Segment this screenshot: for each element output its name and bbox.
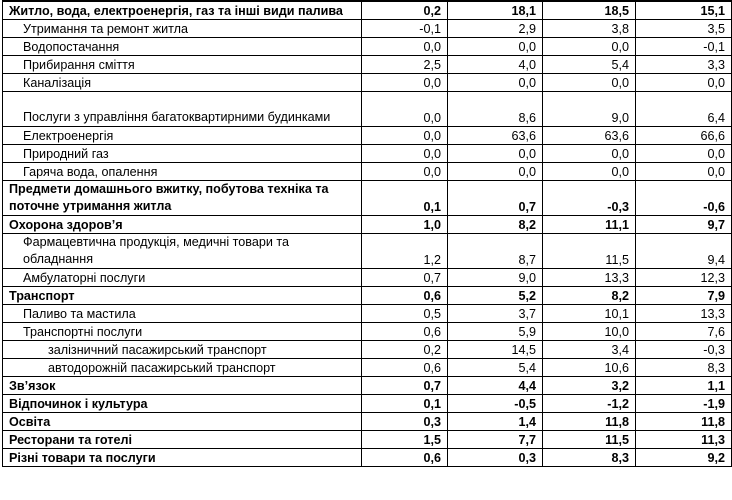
row-label: Електроенергія: [3, 127, 362, 145]
value-cell-4: 0,0: [636, 163, 732, 181]
value-cell-4: 8,3: [636, 359, 732, 377]
value-cell-3: 0,0: [543, 145, 636, 163]
value-cell-1: 0,7: [362, 269, 448, 287]
value-cell-2: -0,5: [448, 395, 543, 413]
value-cell-3: 8,2: [543, 287, 636, 305]
value-cell-3: -0,3: [543, 181, 636, 216]
value-cell-1: 0,6: [362, 323, 448, 341]
table-row: [3, 163, 732, 181]
value-cell-4: -0,6: [636, 181, 732, 216]
row-label: Послуги з управління багатоквартирними будинками: [3, 92, 362, 127]
value-cell-3: 10,1: [543, 305, 636, 323]
value-cell-3: 10,6: [543, 359, 636, 377]
value-cell-2: 8,7: [448, 234, 543, 269]
value-cell-3: 10,0: [543, 323, 636, 341]
value-cell-3: 11,5: [543, 234, 636, 269]
value-cell-4: 9,2: [636, 449, 732, 467]
value-cell-4: 0,0: [636, 74, 732, 92]
value-cell-2: 5,4: [448, 359, 543, 377]
value-cell-3: 63,6: [543, 127, 636, 145]
table-row: [3, 74, 732, 92]
value-cell-4: 7,6: [636, 323, 732, 341]
row-label: залізничний пасажирський транспорт: [3, 341, 362, 359]
value-cell-4: 15,1: [636, 1, 732, 20]
value-cell-1: 1,2: [362, 234, 448, 269]
value-cell-4: -0,1: [636, 38, 732, 56]
row-label: Предмети домашнього вжитку, побутова техніка та поточне утримання житла: [3, 181, 362, 216]
value-cell-2: 0,7: [448, 181, 543, 216]
value-cell-1: 0,1: [362, 181, 448, 216]
table-row: [3, 341, 732, 359]
row-label: Відпочинок і культура: [3, 395, 362, 413]
value-cell-2: 0,0: [448, 38, 543, 56]
value-cell-4: 9,4: [636, 234, 732, 269]
value-cell-2: 0,0: [448, 74, 543, 92]
value-cell-1: 0,2: [362, 341, 448, 359]
value-cell-1: 0,0: [362, 74, 448, 92]
table-row: [3, 305, 732, 323]
value-cell-4: 11,8: [636, 413, 732, 431]
table-row: [3, 127, 732, 145]
table-row: [3, 20, 732, 38]
row-label: Житло, вода, електроенергія, газ та інші види палива: [3, 1, 362, 20]
value-cell-1: 0,0: [362, 163, 448, 181]
value-cell-1: 1,0: [362, 216, 448, 234]
value-cell-2: 0,0: [448, 163, 543, 181]
row-label: Охорона здоров’я: [3, 216, 362, 234]
value-cell-4: 3,5: [636, 20, 732, 38]
value-cell-2: 3,7: [448, 305, 543, 323]
value-cell-3: 5,4: [543, 56, 636, 74]
value-cell-3: 8,3: [543, 449, 636, 467]
table-row: [3, 431, 732, 449]
value-cell-3: -1,2: [543, 395, 636, 413]
value-cell-3: 11,8: [543, 413, 636, 431]
value-cell-1: 0,1: [362, 395, 448, 413]
value-cell-4: 13,3: [636, 305, 732, 323]
value-cell-2: 0,3: [448, 449, 543, 467]
value-cell-2: 8,2: [448, 216, 543, 234]
value-cell-4: 3,3: [636, 56, 732, 74]
value-cell-4: -1,9: [636, 395, 732, 413]
value-cell-3: 18,5: [543, 1, 636, 20]
value-cell-3: 0,0: [543, 74, 636, 92]
table-row: [3, 145, 732, 163]
value-cell-3: 3,4: [543, 341, 636, 359]
value-cell-3: 0,0: [543, 163, 636, 181]
value-cell-3: 11,1: [543, 216, 636, 234]
row-label: Освіта: [3, 413, 362, 431]
value-cell-3: 3,2: [543, 377, 636, 395]
row-label: Природний газ: [3, 145, 362, 163]
row-label: Паливо та мастила: [3, 305, 362, 323]
value-cell-2: 0,0: [448, 145, 543, 163]
value-cell-2: 7,7: [448, 431, 543, 449]
row-label: Утримання та ремонт житла: [3, 20, 362, 38]
value-cell-2: 18,1: [448, 1, 543, 20]
value-cell-3: 9,0: [543, 92, 636, 127]
value-cell-4: 7,9: [636, 287, 732, 305]
value-cell-4: 12,3: [636, 269, 732, 287]
table-row: [3, 56, 732, 74]
value-cell-4: 11,3: [636, 431, 732, 449]
value-cell-1: 1,5: [362, 431, 448, 449]
table-row: [3, 216, 732, 234]
value-cell-2: 4,4: [448, 377, 543, 395]
value-cell-4: 1,1: [636, 377, 732, 395]
row-label: Ресторани та готелі: [3, 431, 362, 449]
value-cell-1: 0,3: [362, 413, 448, 431]
value-cell-1: 0,0: [362, 92, 448, 127]
value-cell-1: 0,0: [362, 127, 448, 145]
value-cell-4: 9,7: [636, 216, 732, 234]
value-cell-3: 3,8: [543, 20, 636, 38]
value-cell-1: 2,5: [362, 56, 448, 74]
value-cell-1: -0,1: [362, 20, 448, 38]
table-row: [3, 1, 732, 20]
table-row: [3, 269, 732, 287]
value-cell-2: 8,6: [448, 92, 543, 127]
row-label: Різні товари та послуги: [3, 449, 362, 467]
table-row: [3, 234, 732, 269]
value-cell-1: 0,0: [362, 145, 448, 163]
value-cell-4: 0,0: [636, 145, 732, 163]
table-row: [3, 413, 732, 431]
value-cell-1: 0,5: [362, 305, 448, 323]
value-cell-1: 0,0: [362, 38, 448, 56]
value-cell-4: -0,3: [636, 341, 732, 359]
row-label: Каналізація: [3, 74, 362, 92]
value-cell-3: 13,3: [543, 269, 636, 287]
value-cell-2: 2,9: [448, 20, 543, 38]
value-cell-2: 1,4: [448, 413, 543, 431]
table-row: [3, 92, 732, 127]
value-cell-2: 9,0: [448, 269, 543, 287]
table-row: [3, 323, 732, 341]
row-label: Гаряча вода, опалення: [3, 163, 362, 181]
value-cell-4: 6,4: [636, 92, 732, 127]
value-cell-3: 0,0: [543, 38, 636, 56]
value-cell-2: 5,2: [448, 287, 543, 305]
table-row: [3, 449, 732, 467]
table-row: [3, 181, 732, 216]
row-label: Транспортні послуги: [3, 323, 362, 341]
value-cell-2: 63,6: [448, 127, 543, 145]
row-label: Прибирання сміття: [3, 56, 362, 74]
value-cell-1: 0,6: [362, 449, 448, 467]
value-cell-1: 0,7: [362, 377, 448, 395]
value-cell-1: 0,6: [362, 359, 448, 377]
value-cell-2: 14,5: [448, 341, 543, 359]
value-cell-2: 5,9: [448, 323, 543, 341]
table-row: [3, 359, 732, 377]
value-cell-2: 4,0: [448, 56, 543, 74]
cpi-table: [2, 0, 732, 467]
row-label: Водопостачання: [3, 38, 362, 56]
table-row: [3, 287, 732, 305]
row-label: Амбулаторні послуги: [3, 269, 362, 287]
table-row: [3, 38, 732, 56]
table-row: [3, 395, 732, 413]
value-cell-1: 0,2: [362, 1, 448, 20]
value-cell-1: 0,6: [362, 287, 448, 305]
value-cell-3: 11,5: [543, 431, 636, 449]
table-row: [3, 377, 732, 395]
row-label: Транспорт: [3, 287, 362, 305]
row-label: автодорожній пасажирський транспорт: [3, 359, 362, 377]
table-body: [3, 1, 732, 467]
row-label: Зв’язок: [3, 377, 362, 395]
value-cell-4: 66,6: [636, 127, 732, 145]
row-label: Фармацевтична продукція, медичні товари та обладнання: [3, 234, 362, 269]
